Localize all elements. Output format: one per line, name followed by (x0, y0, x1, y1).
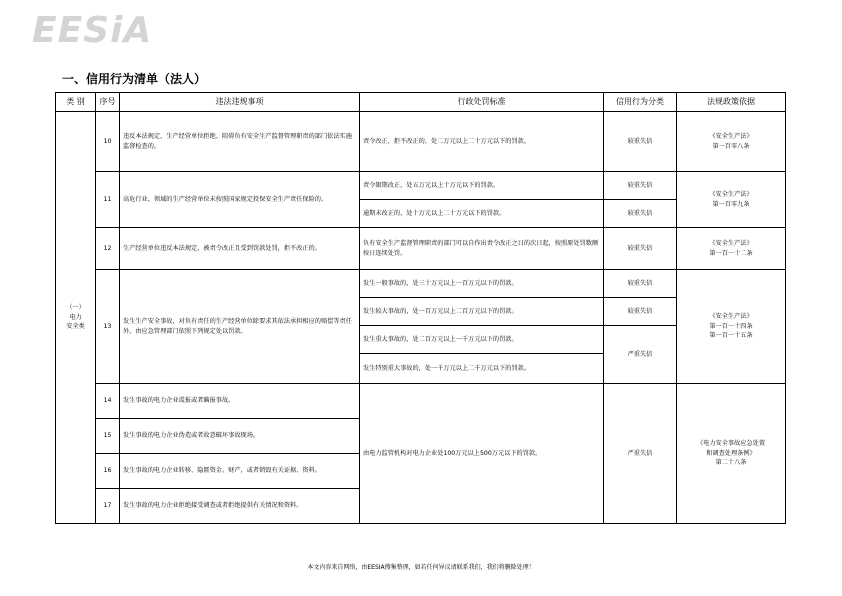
basis-line: 《安全生产法》 (709, 313, 753, 321)
row-number: 13 (96, 270, 120, 384)
basis-line: 第一百一十四条 (709, 322, 753, 330)
header-credit-class: 信用行为分类 (604, 93, 677, 112)
category-line: （一） (66, 304, 85, 312)
category-cell (56, 112, 96, 524)
table-row (56, 270, 786, 298)
row-number: 14 (96, 384, 120, 419)
legal-basis (677, 172, 786, 228)
basis-line: 《安全生产法》 (709, 190, 753, 198)
basis-line: 《安全生产法》 (709, 239, 753, 247)
legal-basis (677, 112, 786, 172)
header-violation: 违法违规事项 (120, 93, 360, 112)
row-number: 15 (96, 419, 120, 454)
credit-class: 较重失信 (604, 200, 677, 228)
penalty-text: 责令限期改正，处五万元以上十万元以下的罚款。 (360, 172, 604, 200)
violation-text: 高危行业、领域的生产经营单位未按照国家规定投保安全生产责任保险的。 (120, 172, 360, 228)
credit-class: 较重失信 (604, 270, 677, 298)
table-row (56, 112, 786, 172)
row-number: 11 (96, 172, 120, 228)
basis-line: 第一百一十二条 (709, 249, 753, 257)
violation-text: 违反本法规定，生产经营单位拒绝、阻碍负有安全生产监督管理职责的部门依法实施监督检查的。 (120, 112, 360, 172)
credit-behavior-table (55, 92, 786, 524)
penalty-text: 由电力监管机构对电力企业处100万元以上500万元以下的罚款。 (360, 384, 604, 524)
penalty-text: 发生特别重大事故的，处一千万元以上二千万元以下的罚款。 (360, 354, 604, 384)
credit-class: 较重失信 (604, 112, 677, 172)
penalty-text: 逾期未改正的，处十万元以上二十万元以下的罚款。 (360, 200, 604, 228)
violation-text: 生产经营单位违反本法规定，被责令改正且受到罚款处罚，拒不改正的。 (120, 228, 360, 270)
legal-basis (677, 270, 786, 384)
violation-text: 发生事故的电力企业转移、隐匿资金、财产，或者销毁有关证据、资料。 (120, 454, 360, 489)
basis-line: 第二十八条 (715, 459, 747, 467)
credit-class: 较重失信 (604, 172, 677, 200)
category-line: 安全类 (66, 323, 85, 331)
row-number: 17 (96, 489, 120, 524)
violation-text: 发生事故的电力企业谎报或者瞒报事故。 (120, 384, 360, 419)
header-category: 类 别 (56, 93, 96, 112)
violation-text: 发生生产安全事故，对负有责任的生产经营单位除要求其依法承担相应的赔偿等责任外，由应急管理部门依照下列规定处以罚款。 (120, 270, 360, 384)
table-row (56, 228, 786, 270)
penalty-text: 责令改正，拒不改正的，处二万元以上二十万元以下的罚款。 (360, 112, 604, 172)
table-row (56, 172, 786, 200)
basis-line: 第一百零八条 (712, 142, 750, 150)
table-header-row (56, 93, 786, 112)
legal-basis (677, 228, 786, 270)
header-number: 序号 (96, 93, 120, 112)
credit-class: 严重失信 (604, 384, 677, 524)
credit-class: 较重失信 (604, 298, 677, 326)
table-row (56, 384, 786, 419)
penalty-text: 负有安全生产监督管理职责的部门可以自作出责令改正之日的次日起，按照原处罚数额按日连续处罚。 (360, 228, 604, 270)
basis-line: 《电力安全事故应急处置 (696, 440, 766, 448)
row-number: 16 (96, 454, 120, 489)
eesia-logo: EESiA (32, 10, 153, 51)
row-number: 12 (96, 228, 120, 270)
credit-class: 严重失信 (604, 326, 677, 384)
penalty-text: 发生较大事故的，处一百万元以上二百万元以下的罚款。 (360, 298, 604, 326)
footer-disclaimer: 本文内容来自网络，由EESIA搜集整理，如若任何异议请联系我们，我们将删除处理！ (307, 564, 535, 571)
section-title: 一、信用行为清单（法人） (62, 72, 207, 86)
violation-text: 发生事故的电力企业伪造或者故意破坏事故现场。 (120, 419, 360, 454)
basis-line: 第一百零九条 (712, 200, 750, 208)
penalty-text: 发生一般事故的，处三十万元以上一百万元以下的罚款。 (360, 270, 604, 298)
basis-line: 《安全生产法》 (709, 132, 753, 140)
header-penalty: 行政处罚标准 (360, 93, 604, 112)
basis-line: 和调查处理条例》 (706, 449, 756, 457)
penalty-text: 发生重大事故的，处二百万元以上一千万元以下的罚款。 (360, 326, 604, 354)
violation-text: 发生事故的电力企业拒绝接受调查或者拒绝提供有关情况和资料。 (120, 489, 360, 524)
row-number: 10 (96, 112, 120, 172)
basis-line: 第一百一十五条 (709, 332, 753, 340)
legal-basis (677, 384, 786, 524)
credit-class: 较重失信 (604, 228, 677, 270)
category-line: 电力 (69, 313, 82, 321)
header-legal-basis: 法规政策依据 (677, 93, 786, 112)
